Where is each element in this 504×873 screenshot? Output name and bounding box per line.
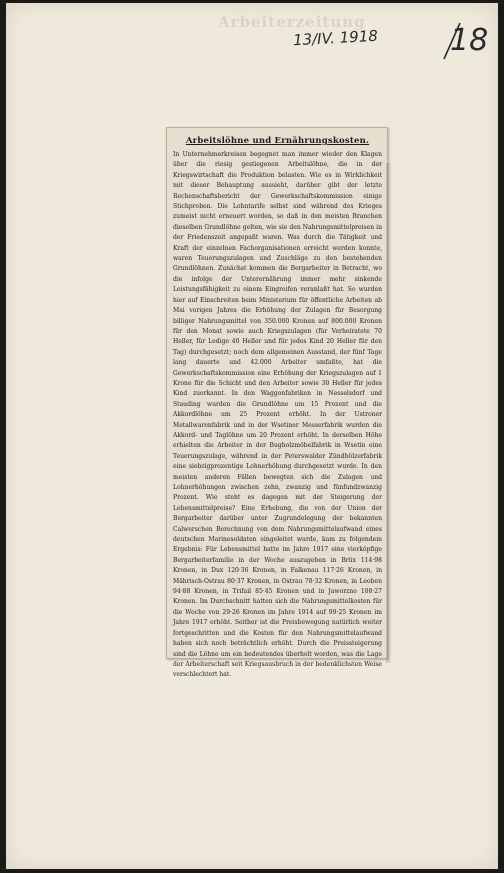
folio-number-text: 18	[450, 23, 489, 58]
faded-stamp: Arbeiterzeitung	[218, 13, 366, 31]
archive-sheet	[6, 3, 498, 869]
handwritten-date: 13/IV. 1918	[292, 26, 379, 50]
article-body: In Unternehmerkreisen begegnet man immer wieder den Klagen über die riesig gestiegenen Arbeitslöhne, die in der Kriegswirtschaft die Produktion belasten. Wie es in Wirklichkeit mit dieser Behauptung aussieht, darüber gibt der letzte Rechenschaftsbericht der Gewerkschaftskommission einige Stichproben. Die Lohntarife selbst sind während des Krieges zumeist nicht erneuert worden, so daß in den meisten Branchen dieselben Grundlöhne gelten, wie sie den Nahrungsmittelpreisen in der Friedenszeit angepaßt waren. Was durch die Tätigkeit und Kraft der einzelnen Fachorganisationen erreicht werden konnte, waren Teuerungszulagen und Zuschläge zu den bestehenden Grundlöhnen. Zunächst kommen die Bergarbeiter in Betracht, wo die infolge der Unterernährung immer mehr sinkende Leistungsfähigkeit zu einem Eingreifen veranlaßt hat. So wurden hier auf Einschreiten beim Ministerium für öffentliche Arbeiten ab Mai vorigen Jahres die Erhöhung der Zulagen für Besorgung billiger Nahrungsmittel von 350.000 Kronen auf 800.000 Kronen für den Monat sowie auch Kriegszulagen (für Verheiratete 70 Heller, für Ledige 40 Heller und für jedes Kind 20 Heller für den Tag) durchgesetzt; noch dem allgemeinen Ausstand, der fünf Tage lang dauerte und 42.000 Arbeiter umfaßte, hat die Gewerkschaftskommission eine Erhöhung der Kriegszulagen auf 1 Krone für die Schicht und den Arbeiter sowie 30 Heller für jedes Kind zuerkannt. In den Waggonfabriken in Nesselsdorf und Stauding wurden die Grundlöhne um 15 Prozent und die Akkordlöhne um 25 Prozent erhöht. In der Ustroner Metallwarenfabrik und in der Wsetiner Messerfabrik wurden die Akkord- und Taglöhne um 20 Prozent erhöht. In derselben Höhe erhielten die Arbeiter in der Bugholzmöbelfabrik in Wsetin eine Teuerungszulage, während in der Peterswalder Zündhölzerfabrik eine siebzigprozentige Lohnerhöhung durchgesetzt wurde. In den meisten anderen Fällen bewegten sich die Zulagen und Lohnerhöhungen zwischen zehn, zwanzig und fünfundzwanzig Prozent. Wie steht es dagegen mit der Steigerung der Lebensmittelpreise? Eine Erhebung, die von der Union der Bergarbeiter darüber unter Zugrundelegung der bekannten Calwerschen Berechnung von dem Nahrungsmittelaufwand eines deutschen Marinesoldaten eingeleitet wurde, kam zu folgendem Ergebnis: Für Lebensmittel hatte im Jahre 1917 eine vierköpfige Bergarbeiterfamilie in der Woche auszugeben in Brüx 114·98 Kronen, in Dux 120·36 Kronen, in Falkenau 117·26 Kronen, in Mährisch-Ostrau 80·37 Kronen, in Ostrau 78·32 Kronen, in Leoben 94·88 Kronen, in Trifail 85·45 Kronen und in Jaworzno 108·27 Kronen. Im Durchschnitt hatten sich die Nahrungsmittelkosten für die Woche von 29·26 Kronen im Jahre 1914 auf 99·25 Kronen im Jahre 1917 erhöht. Seither ist die Preisbewegung natürlich weiter fortgeschritten und die Kosten für den Nahrungsmittelaufwand haben sich noch beträchtlich erhöht. Durch die Preissteigerung sind die Löhne um ein bedeutendes überholt worden, was die Lage der Arbeiterschaft seit Kriegsausbruch in der bedenklichsten Weise verschlechtert hat.	[173, 151, 382, 679]
newspaper-clipping	[166, 127, 388, 679]
folio-number	[436, 21, 492, 61]
clipping-shadow-edge	[386, 163, 392, 663]
article-title: Arbeitslöhne und Ernährungskosten.	[185, 136, 370, 146]
